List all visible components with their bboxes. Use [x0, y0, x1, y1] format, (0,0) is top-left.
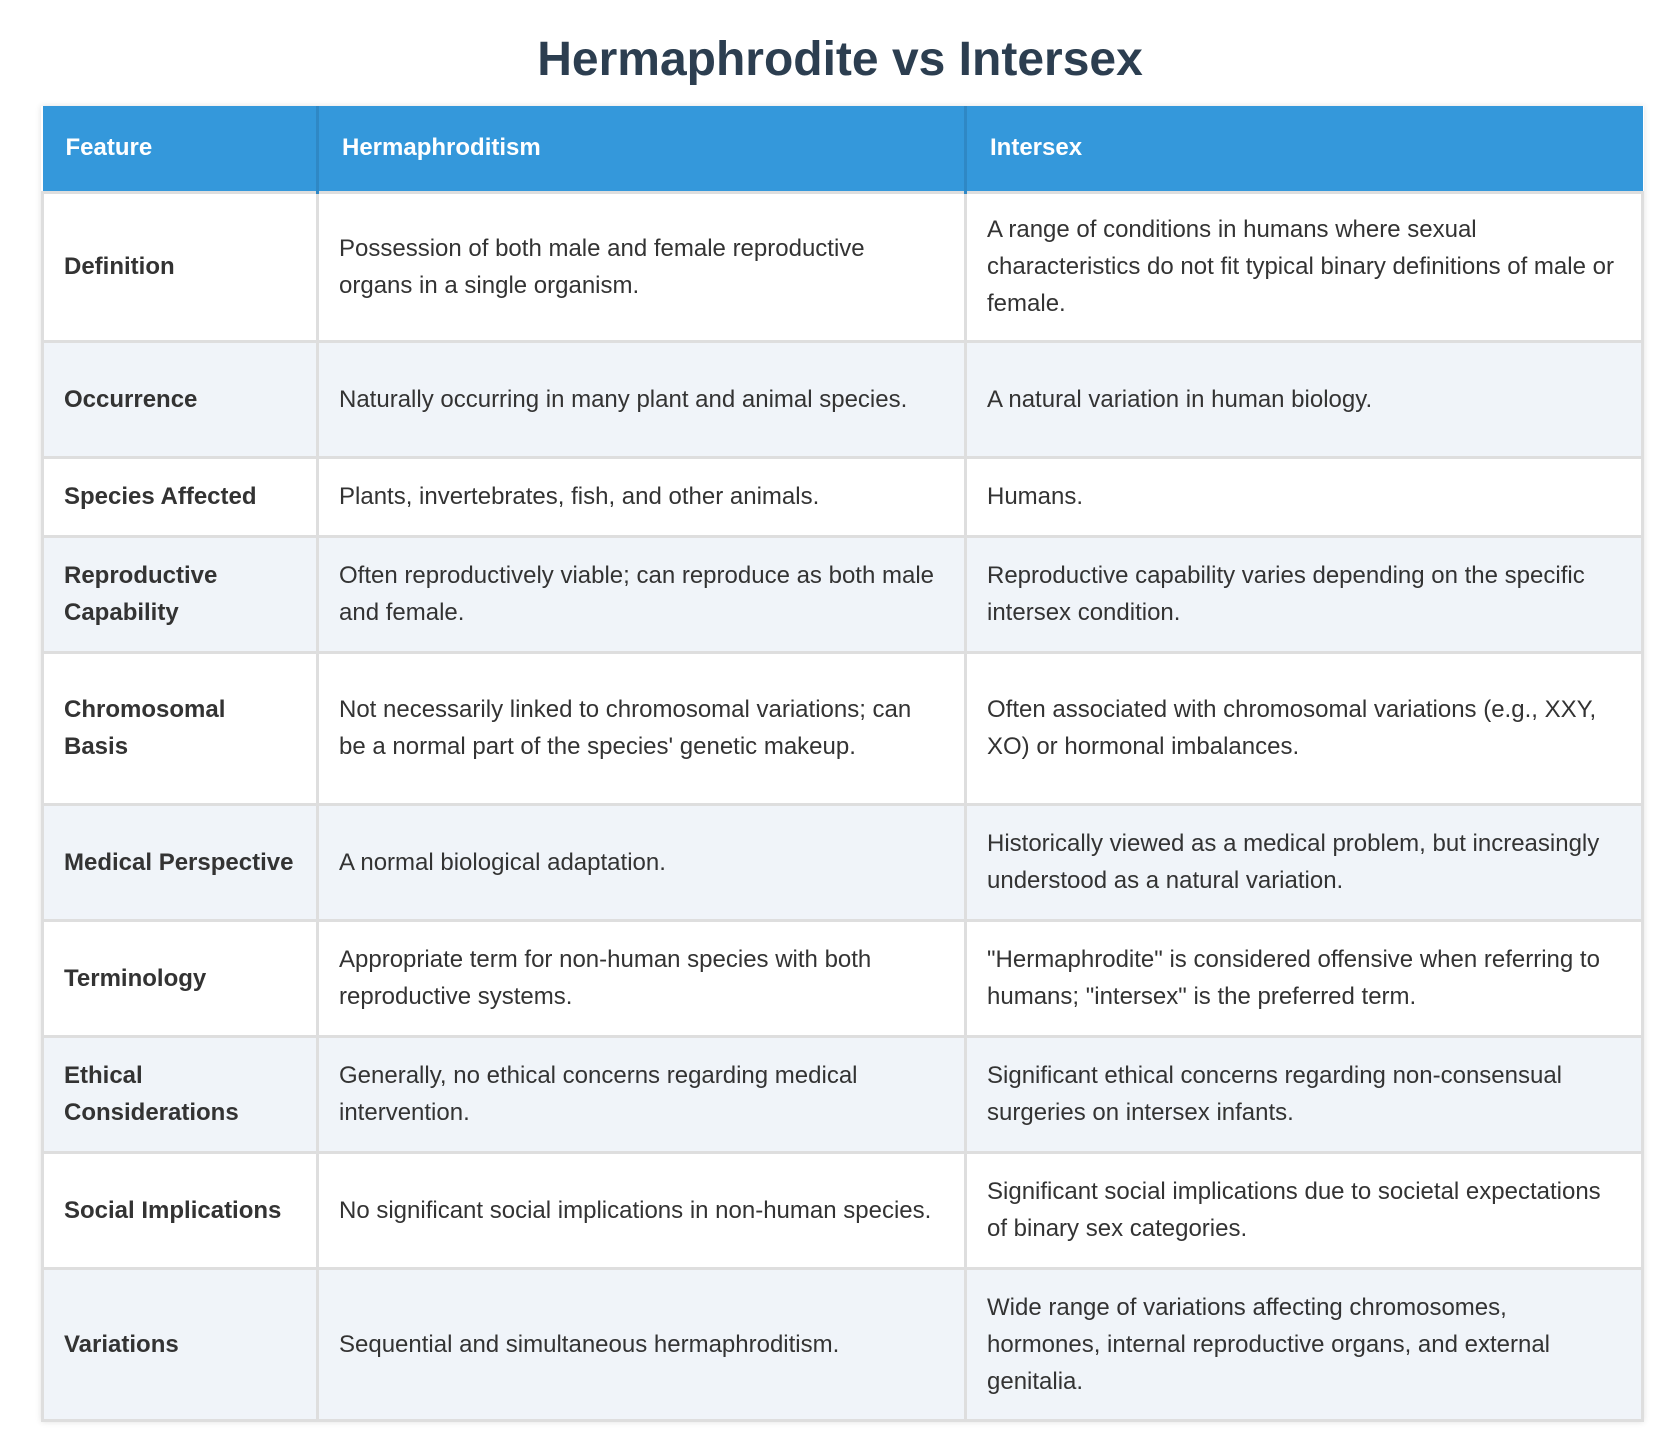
intersex-cell: Significant social implications due to societal expectations of binary sex categories. [966, 1152, 1643, 1268]
hermaphroditism-cell: Plants, invertebrates, fish, and other animals. [318, 457, 966, 536]
table-row [43, 1036, 1643, 1152]
header-row [43, 106, 1643, 192]
table-row [43, 536, 1643, 652]
intersex-cell: Often associated with chromosomal variations (e.g., XXY, XO) or hormonal imbalances. [966, 652, 1643, 804]
hermaphroditism-cell: Naturally occurring in many plant and animal species. [318, 341, 966, 457]
feature-cell: Species Affected [43, 457, 318, 536]
intersex-cell: Significant ethical concerns regarding non-consensual surgeries on intersex infants. [966, 1036, 1643, 1152]
table-header [43, 106, 1643, 192]
table-row [43, 457, 1643, 536]
intersex-cell: A natural variation in human biology. [966, 341, 1643, 457]
hermaphroditism-cell: Often reproductively viable; can reproduce as both male and female. [318, 536, 966, 652]
feature-cell: Chromosomal Basis [43, 652, 318, 804]
hermaphroditism-cell: Sequential and simultaneous hermaphroditism. [318, 1268, 966, 1420]
intersex-cell: Humans. [966, 457, 1643, 536]
header-feature: Feature [43, 106, 318, 192]
header-intersex: Intersex [966, 106, 1643, 192]
feature-cell: Ethical Considerations [43, 1036, 318, 1152]
hermaphroditism-cell: Possession of both male and female reproductive organs in a single organism. [318, 192, 966, 341]
hermaphroditism-cell: No significant social implications in non-human species. [318, 1152, 966, 1268]
page-title: Hermaphrodite vs Intersex [537, 33, 1143, 86]
hermaphroditism-cell: Not necessarily linked to chromosomal variations; can be a normal part of the species' genetic makeup. [318, 652, 966, 804]
intersex-cell: "Hermaphrodite" is considered offensive when referring to humans; "intersex" is the preferred term. [966, 920, 1643, 1036]
feature-cell: Occurrence [43, 341, 318, 457]
hermaphroditism-cell: A normal biological adaptation. [318, 804, 966, 920]
table-body [43, 192, 1643, 1420]
table-row [43, 1152, 1643, 1268]
table-row [43, 341, 1643, 457]
table-row [43, 652, 1643, 804]
hermaphroditism-cell: Generally, no ethical concerns regarding medical intervention. [318, 1036, 966, 1152]
intersex-cell: Reproductive capability varies depending on the specific intersex condition. [966, 536, 1643, 652]
feature-cell: Reproductive Capability [43, 536, 318, 652]
intersex-cell: Historically viewed as a medical problem, but increasingly understood as a natural variation. [966, 804, 1643, 920]
feature-cell: Definition [43, 192, 318, 341]
feature-cell: Variations [43, 1268, 318, 1420]
comparison-table [41, 106, 1644, 1422]
table-row [43, 1268, 1643, 1420]
intersex-cell: A range of conditions in humans where sexual characteristics do not fit typical binary definitions of male or female. [966, 192, 1643, 341]
feature-cell: Medical Perspective [43, 804, 318, 920]
header-hermaphroditism: Hermaphroditism [318, 106, 966, 192]
table-row [43, 192, 1643, 341]
feature-cell: Social Implications [43, 1152, 318, 1268]
intersex-cell: Wide range of variations affecting chromosomes, hormones, internal reproductive organs, and external genitalia. [966, 1268, 1643, 1420]
table-row [43, 920, 1643, 1036]
feature-cell: Terminology [43, 920, 318, 1036]
table-row [43, 804, 1643, 920]
hermaphroditism-cell: Appropriate term for non-human species with both reproductive systems. [318, 920, 966, 1036]
